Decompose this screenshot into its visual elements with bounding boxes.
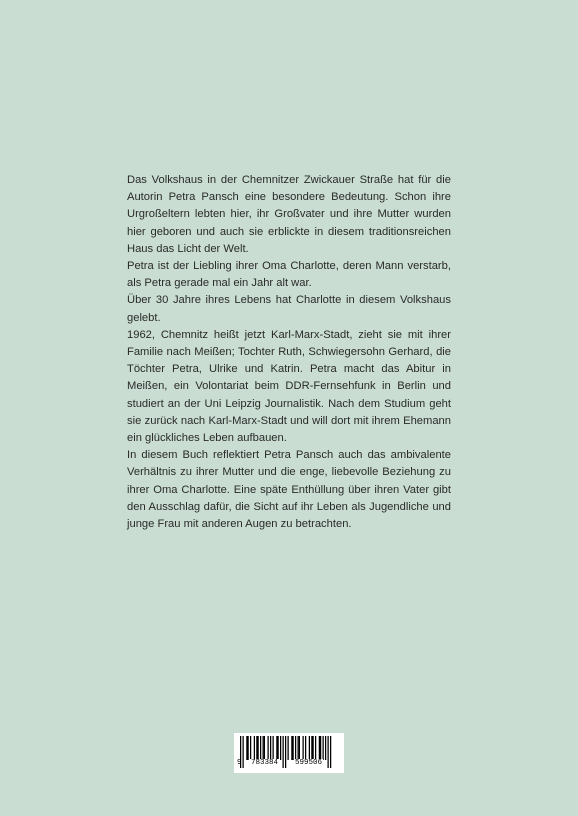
blurb-paragraph-2: Petra ist der Liebling ihrer Oma Charlotte, deren Mann verstarb, als Petra gerade mal ein Jahr alt war. [127,260,451,290]
barcode-left-digits: 783384 [251,759,279,767]
barcode-right-digits: 599506 [295,759,323,767]
blurb-paragraph-3: Über 30 Jahre ihres Lebens hat Charlotte in diesem Volkshaus gelebt. [127,294,451,324]
blurb-paragraph-5: In diesem Buch reflektiert Petra Pansch auch das ambivalente Verhältnis zu ihrer Mutter und die enge, liebevolle Beziehung zu ihrer Oma Charlotte. Eine späte Enthüllung über ihren Vater gibt den Ausschlag dafür, die Sicht auf ihr Leben als Jugendliche und junge Frau mit anderen Augen zu betrachten. [127,449,451,531]
back-cover-blurb [127,172,451,533]
isbn-barcode [234,733,344,773]
blurb-paragraph-4: 1962, Chemnitz heißt jetzt Karl-Marx-Stadt, zieht sie mit ihrer Familie nach Meißen; Tochter Ruth, Schwiegersohn Gerhard, die Töchter Petra, Ulrike und Katrin. Petra macht das Abitur in Meißen, ein Volontariat beim DDR-Fernsehfunk in Berlin und studiert an der Uni Leipzig Journalistik. Nach dem Studium geht sie zurück nach Karl-Marx-Stadt und will dort mit ihrem Ehemann ein glückliches Leben aufbauen. [127,328,451,445]
barcode-first-digit: 9 [237,759,242,767]
blurb-paragraph-1: Das Volkshaus in der Chemnitzer Zwickauer Straße hat für die Autorin Petra Pansch eine besondere Bedeutung. Schon ihre Urgroßeltern lebten hier, ihr Großvater und ihre Mutter wurden hier geboren und auch sie erblickte in diesem traditionsreichen Haus das Licht der Welt. [127,174,451,255]
